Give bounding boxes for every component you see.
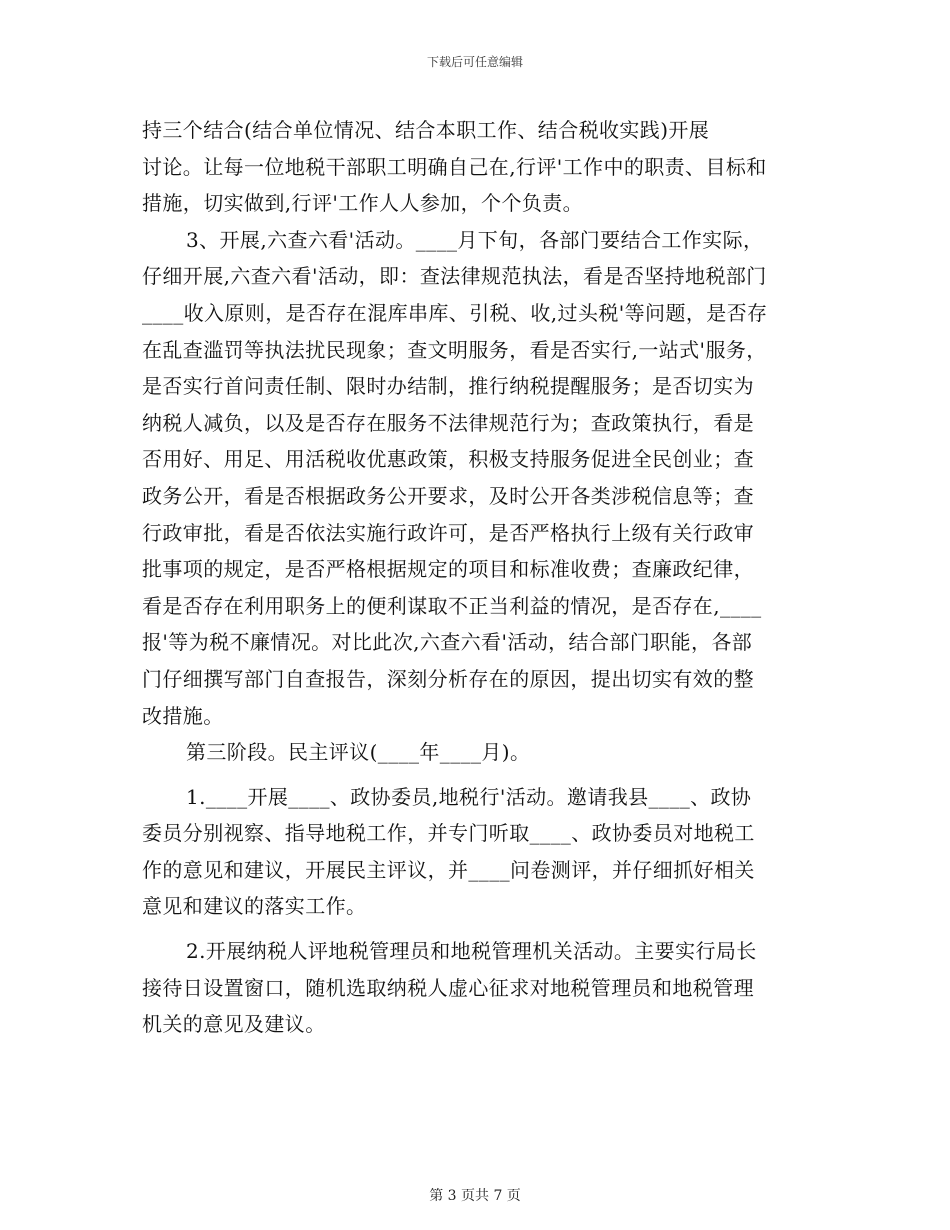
text-line: 1.____开展____、政协委员,地税行'活动。邀请我县____、政协 (186, 784, 752, 809)
text-line: 否用好、用足、用活税收优惠政策，积极支持服务促进全民创业；查 (142, 447, 754, 472)
document-body (142, 112, 814, 1043)
text-line: 持三个结合(结合单位情况、结合本职工作、结合税收实践)开展 (142, 118, 710, 142)
page-header: 下载后可任意编辑 (426, 55, 523, 69)
text-line: 3、开展,六查六看'活动。____月下旬，各部门要结合工作实际， (186, 227, 764, 252)
text-line: 接待日设置窗口，随机选取纳税人虚心征求对地税管理员和地税管理 (142, 975, 754, 1000)
text-line: 意见和建议的落实工作。 (142, 894, 367, 919)
section-heading: 第三阶段。民主评议(____年____月)。 (186, 740, 531, 765)
text-line: 2.开展纳税人评地税管理员和地税管理机关活动。主要实行局长 (186, 939, 757, 964)
page-footer: 第 3 页共 7 页 (429, 1188, 521, 1204)
text-line: 报'等为税不廉情况。对比此次,六查六看'活动，结合部门职能，各部 (142, 630, 753, 655)
text-line: 作的意见和建议，开展民主评议，并____问卷测评，并仔细抓好相关 (142, 857, 755, 882)
text-line: 讨论。让每一位地税干部职工明确自己在,行评'工作中的职责、目标和 (142, 154, 767, 179)
text-line: 批事项的规定，是否严格根据规定的项目和标准收费；查廉政纪律， (142, 557, 754, 582)
text-line: 仔细开展,六查六看'活动，即：查法律规范执法，看是否坚持地税部门 (142, 264, 767, 289)
text-line: 委员分别视察、指导地税工作，并专门听取____、政协委员对地税工 (142, 821, 755, 846)
text-line: 门仔细撰写部门自查报告，深刻分析存在的原因，提出切实有效的整 (142, 666, 754, 691)
text-line: ____收入原则，是否存在混库串库、引税、收,过头税'等问题，是否存 (142, 300, 768, 325)
text-line: 在乱查滥罚等执法扰民现象；查文明服务，看是否实行,一站式'服务， (142, 337, 767, 362)
text-line: 机关的意见及建议。 (142, 1012, 326, 1037)
text-line: 改措施。 (142, 703, 224, 728)
text-line: 是否实行首问责任制、限时办结制，推行纳税提醒服务；是否切实为 (142, 374, 754, 399)
text-line: 措施，切实做到,行评'工作人人参加，个个负责。 (142, 191, 584, 216)
text-line: 行政审批，看是否依法实施行政许可，是否严格执行上级有关行政审 (142, 520, 754, 545)
text-line: 政务公开，看是否根据政务公开要求，及时公开各类涉税信息等；查 (142, 483, 754, 508)
text-line: 看是否存在利用职务上的便利谋取不正当利益的情况，是否存在,____ (142, 593, 762, 618)
text-line: 纳税人减负，以及是否存在服务不法律规范行为；查政策执行，看是 (142, 410, 754, 435)
